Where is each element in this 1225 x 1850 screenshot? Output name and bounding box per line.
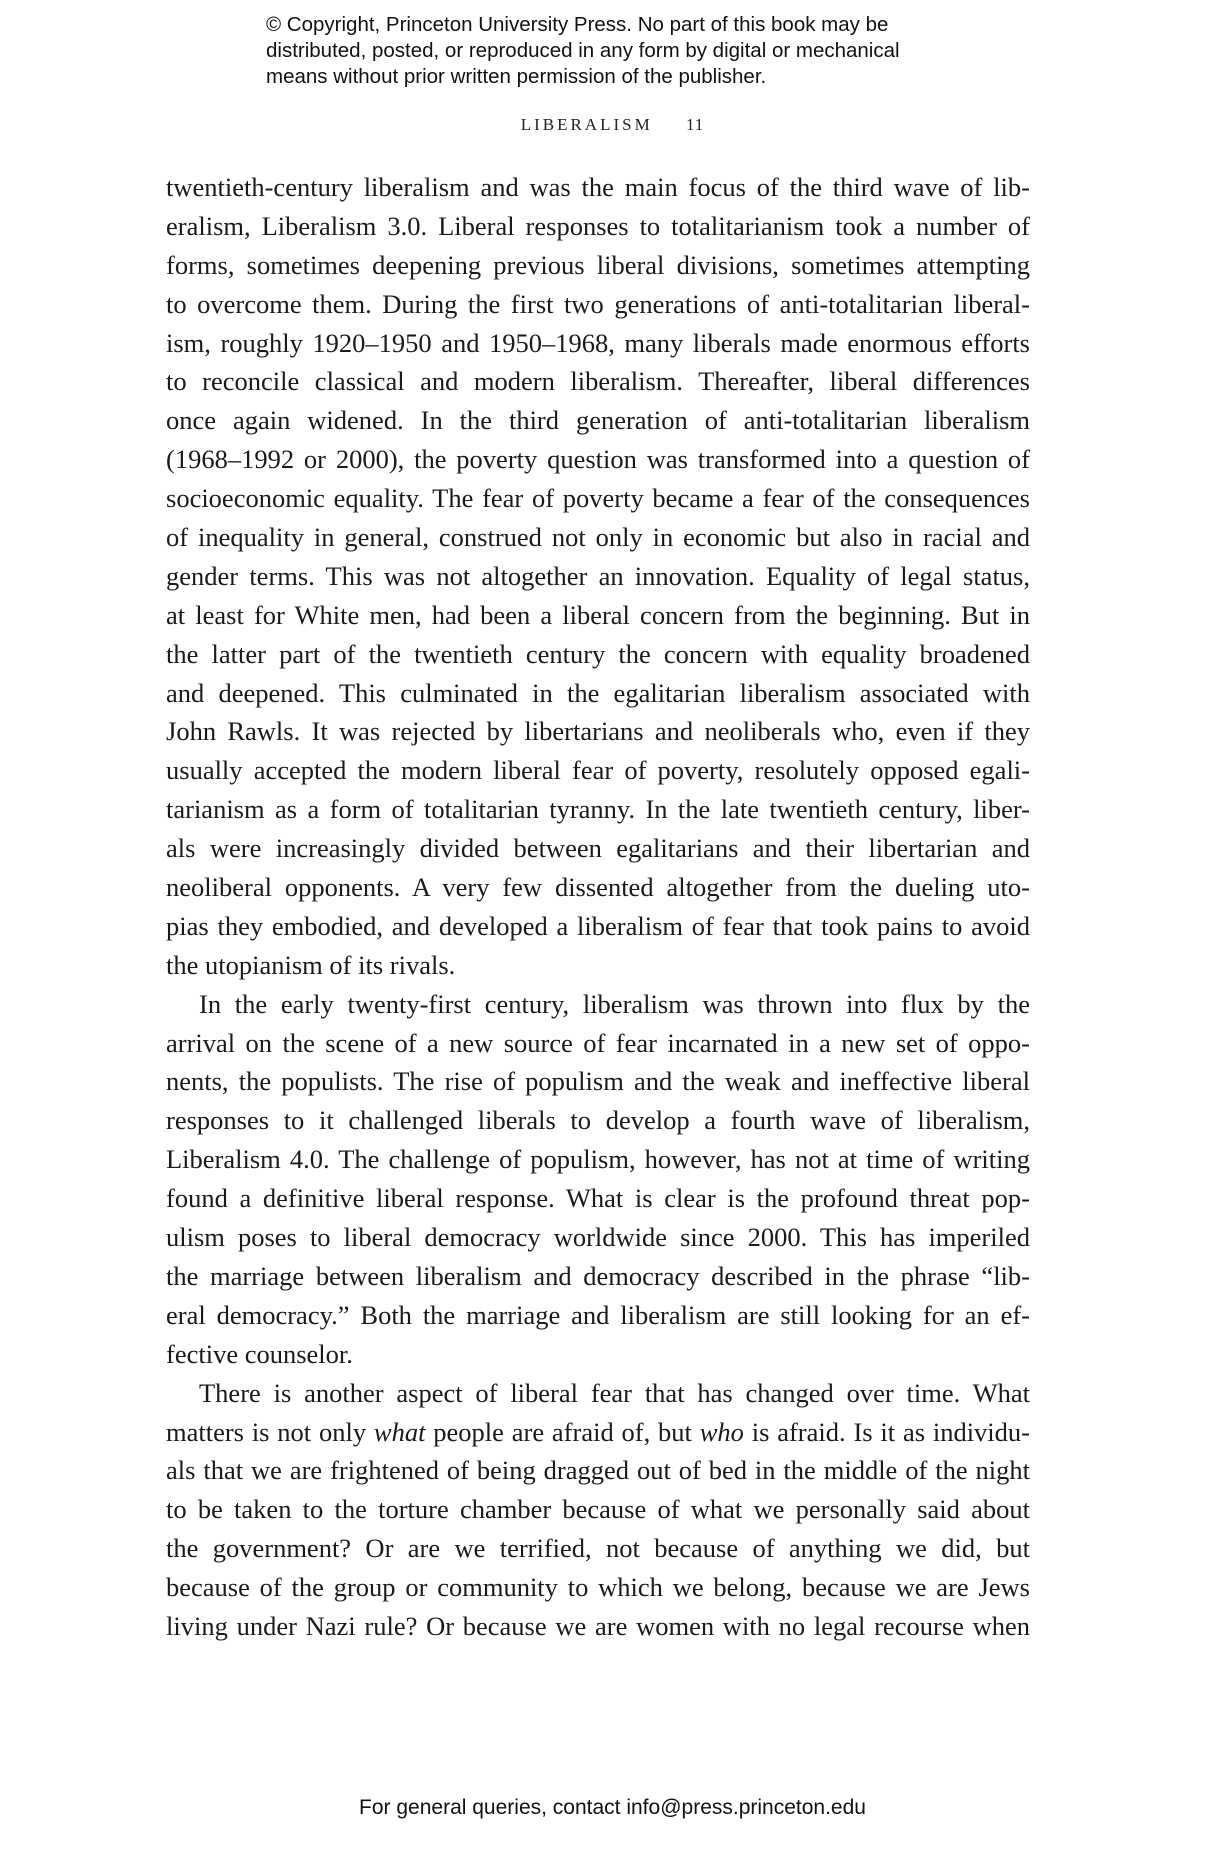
text-line: responses to it challenged liberals to develop a fourth wave of liberalism, <box>166 1105 1030 1136</box>
text-line: usually accepted the modern liberal fear of poverty, resolutely opposed egali- <box>166 755 1030 786</box>
text-line: and deepened. This culminated in the egalitarian liberalism associated with <box>166 677 1030 708</box>
text-line: twentieth-century liberalism and was the main focus of the third wave of lib- <box>166 172 1030 202</box>
text-line: the utopianism of its rivals. <box>166 949 456 980</box>
text-line: There is another aspect of liberal fear that has changed over time. What <box>199 1377 1030 1408</box>
text-line: at least for White men, had been a liberal concern from the beginning. But in <box>166 599 1030 630</box>
copyright-notice <box>266 12 1026 90</box>
text-segment: matters is not only <box>166 1416 374 1447</box>
text-line: to reconcile classical and modern liberalism. Thereafter, liberal differences <box>166 366 1030 397</box>
text-line: (1968–1992 or 2000), the poverty question was transformed into a question of <box>166 444 1030 475</box>
running-head <box>0 115 1225 135</box>
text-line: to be taken to the torture chamber because of what we personally said about <box>166 1494 1030 1525</box>
body-text <box>166 168 1030 1646</box>
paragraph-1 <box>166 168 1030 985</box>
text-line: als that we are frightened of being dragged out of bed in the middle of the night <box>166 1455 1030 1486</box>
copyright-line: © Copyright, Princeton University Press. No part of this book may be <box>266 13 889 36</box>
text-line: eral democracy.” Both the marriage and liberalism are still looking for an ef- <box>166 1299 1030 1330</box>
text-line: gender terms. This was not altogether an innovation. Equality of legal status, <box>166 560 1030 591</box>
text-line: living under Nazi rule? Or because we are women with no legal recourse when <box>166 1610 1030 1641</box>
text-line: the marriage between liberalism and democracy described in the phrase “lib- <box>166 1260 1030 1291</box>
text-segment: people are afraid of, but <box>425 1416 700 1447</box>
paragraph-3 <box>166 1374 1030 1646</box>
text-line: In the early twenty-first century, liberalism was thrown into flux by the <box>199 988 1030 1019</box>
text-line: pias they embodied, and developed a liberalism of fear that took pains to avoid <box>166 910 1030 941</box>
text-line: fective counselor. <box>166 1338 353 1369</box>
page-number: 11 <box>685 115 705 134</box>
paragraph-2 <box>166 985 1030 1374</box>
running-title: LIBERALISM <box>520 115 653 134</box>
text-line: the latter part of the twentieth century the concern with equality broadened <box>166 638 1030 669</box>
text-line: tarianism as a form of totalitarian tyranny. In the late twentieth century, liber- <box>166 794 1030 825</box>
emphasis-what: what <box>373 1416 426 1447</box>
text-line: neoliberal opponents. A very few dissented altogether from the dueling uto- <box>166 872 1030 903</box>
text-line: of inequality in general, construed not only in economic but also in racial and <box>166 522 1030 553</box>
text-line: once again widened. In the third generation of anti-totalitarian liberalism <box>166 405 1030 436</box>
text-line: arrival on the scene of a new source of fear incarnated in a new set of oppo- <box>166 1027 1030 1058</box>
text-line: because of the group or community to which we belong, because we are Jews <box>166 1572 1030 1603</box>
footer-contact: For general queries, contact info@press.princeton.edu <box>359 1796 866 1819</box>
text-line: found a definitive liberal response. What is clear is the profound threat pop- <box>166 1183 1030 1214</box>
text-line: to overcome them. During the first two generations of anti-totalitarian liberal- <box>166 288 1030 319</box>
text-line: Liberalism 4.0. The challenge of populism, however, has not at time of writing <box>166 1144 1030 1175</box>
text-line: socioeconomic equality. The fear of poverty became a fear of the consequences <box>166 483 1030 514</box>
text-segment: is afraid. Is it as individu- <box>743 1416 1030 1447</box>
text-line: ulism poses to liberal democracy worldwide since 2000. This has imperiled <box>166 1222 1030 1253</box>
text-line: eralism, Liberalism 3.0. Liberal responses to totalitarianism took a number of <box>166 210 1030 241</box>
text-line <box>166 1413 1030 1452</box>
text-line: ism, roughly 1920–1950 and 1950–1968, many liberals made enormous efforts <box>166 327 1030 358</box>
text-line: nents, the populists. The rise of populism and the weak and ineffective liberal <box>166 1066 1030 1097</box>
text-line: als were increasingly divided between egalitarians and their libertarian and <box>166 833 1030 864</box>
copyright-line: distributed, posted, or reproduced in any form by digital or mechanical <box>266 39 900 62</box>
emphasis-who: who <box>699 1416 744 1447</box>
text-line: the government? Or are we terrified, not because of anything we did, but <box>166 1533 1030 1564</box>
text-line: John Rawls. It was rejected by libertarians and neoliberals who, even if they <box>166 716 1030 747</box>
text-line: forms, sometimes deepening previous liberal divisions, sometimes attempting <box>166 249 1030 280</box>
copyright-line: means without prior written permission of the publisher. <box>266 65 767 88</box>
